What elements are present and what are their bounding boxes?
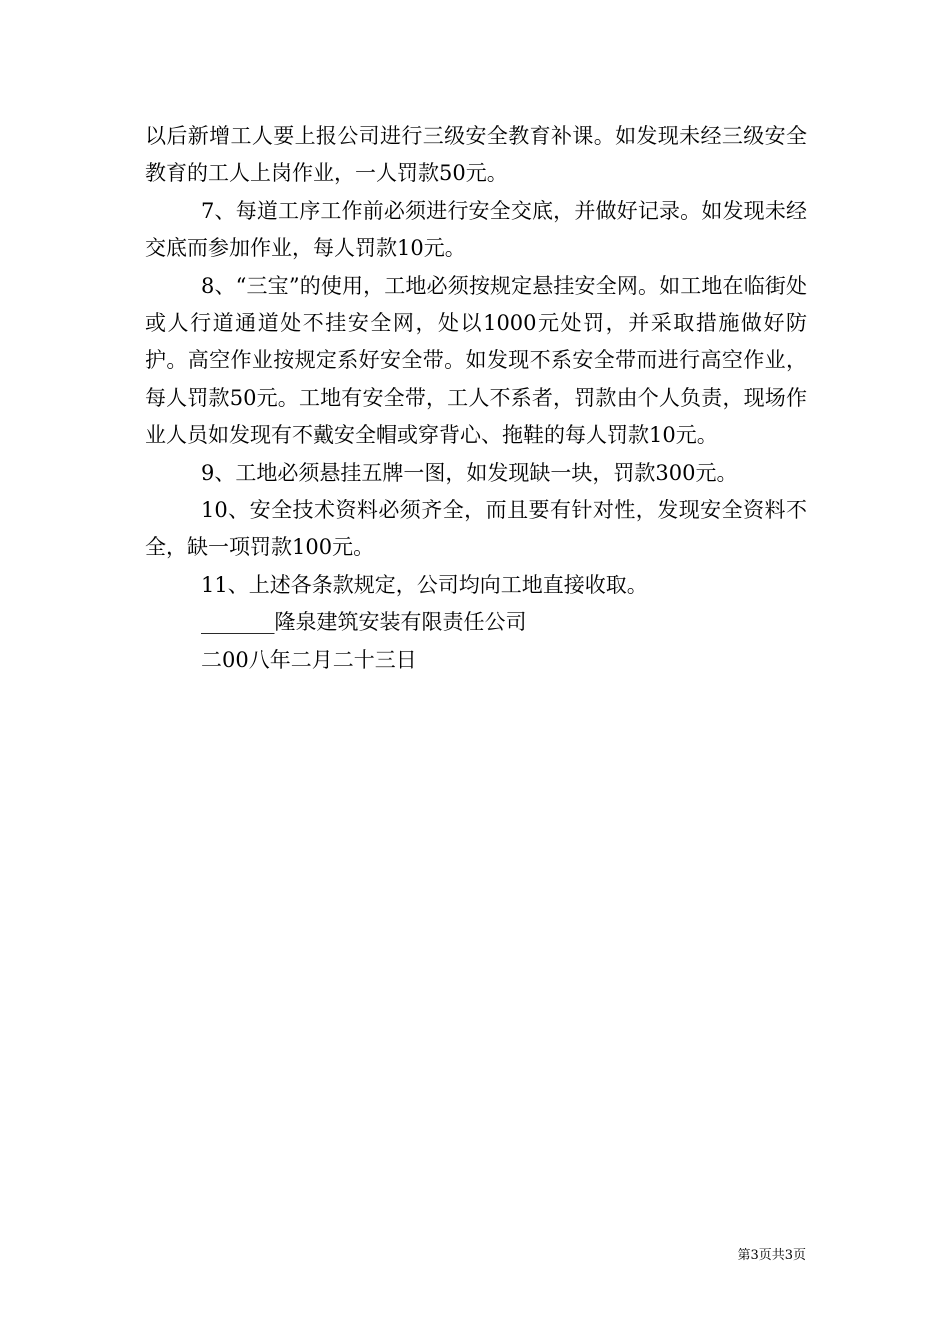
paragraph-item-7: 7、每道工序工作前必须进行安全交底，并做好记录。如发现未经交底而参加作业，每人罚款10元。 [145, 198, 807, 261]
paragraph-item-10: 10、安全技术资料必须齐全，而且要有针对性，发现安全资料不全，缺一项罚款100元。 [145, 498, 807, 560]
document-date: 二00八年二月二十三日 [201, 647, 417, 672]
paragraph-item-8: 8、“三宝”的使用，工地必须按规定悬挂安全网。如工地在临街处或人行道通道处不挂安全网，处以1000元处罚，并采取措施做好防护。高空作业按规定系好安全带。如发现不系安全带而进行高空作业，每人罚款50元。工地有安全带，工人不系者，罚款由个人负责，现场作业人员如发现有不戴安全帽或穿背心、拖鞋的每人罚款10元。 [145, 273, 807, 448]
paragraph-item-9: 9、工地必须悬挂五牌一图，如发现缺一块，罚款300元。 [201, 460, 738, 485]
page-number: 第3页共3页 [737, 1248, 806, 1263]
paragraph-continuation: 以后新增工人要上报公司进行三级安全教育补课。如发现未经三级安全教育的工人上岗作业，一人罚款50元。 [145, 124, 807, 186]
paragraph-item-11: 11、上述各条款规定，公司均向工地直接收取。 [201, 572, 648, 597]
document-body [145, 118, 807, 679]
company-signature: _______隆泉建筑安装有限责任公司 [201, 610, 527, 635]
